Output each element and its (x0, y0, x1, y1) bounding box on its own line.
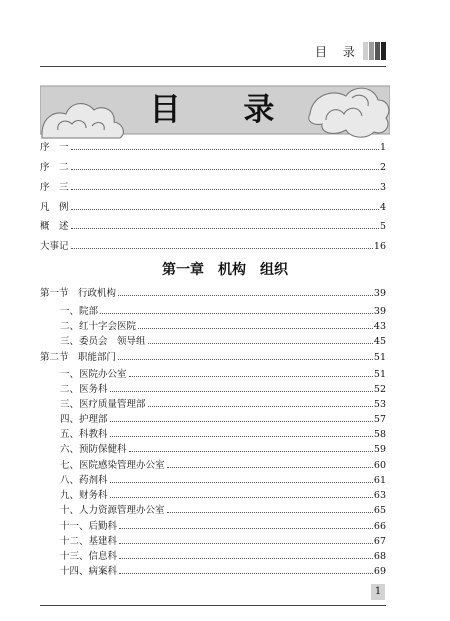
toc-page-number: 57 (373, 414, 386, 425)
dot-leader (110, 482, 373, 483)
toc-page-number: 63 (373, 490, 386, 501)
toc-item-label: 三、委员会 领导组 (60, 336, 146, 347)
toc-page-number: 39 (373, 306, 386, 317)
header-bar (381, 42, 386, 60)
toc-item[interactable] (60, 441, 386, 455)
dot-leader (71, 169, 379, 170)
toc-page-number: 5 (379, 221, 386, 232)
toc-entry-label: 序 三 (40, 182, 69, 193)
toc-item-label: 十、人力资源管理办公室 (60, 505, 165, 516)
toc-section-label: 第一节 行政机构 (40, 288, 117, 299)
toc-item-label: 九、财务科 (60, 490, 108, 501)
header-bar (363, 42, 368, 60)
toc-page-number: 58 (373, 429, 386, 440)
toc-item-label: 二、红十字会医院 (60, 321, 137, 332)
dot-leader (148, 406, 373, 407)
dot-leader (119, 543, 373, 544)
toc-item-label: 一、院部 (60, 306, 99, 317)
toc-item[interactable] (60, 487, 386, 501)
toc-item[interactable] (60, 548, 386, 562)
toc-page-number: 4 (379, 202, 386, 213)
dot-leader (110, 497, 373, 498)
toc-item[interactable] (60, 563, 386, 577)
toc-entry[interactable] (40, 218, 386, 232)
dot-leader (129, 451, 373, 452)
toc-entry[interactable] (40, 139, 386, 153)
toc-item-label: 五、科教科 (60, 429, 108, 440)
toc-page-number: 51 (373, 352, 386, 363)
toc-page-number: 51 (373, 369, 386, 380)
toc-entry[interactable] (40, 238, 386, 252)
toc-page-number: 1 (379, 142, 386, 153)
banner-title: 目 录 (149, 92, 301, 128)
toc-section-label: 第二节 职能部门 (40, 352, 117, 363)
toc-entry[interactable] (40, 179, 386, 193)
page-number: 1 (371, 584, 385, 600)
dot-leader (71, 209, 379, 210)
toc-item-label: 三、医疗质量管理部 (60, 399, 146, 410)
toc-item-label: 十二、基建科 (60, 536, 118, 547)
toc-page-number: 2 (379, 162, 386, 173)
dot-leader (110, 436, 373, 437)
toc-page-number: 3 (379, 182, 386, 193)
toc-entry[interactable] (40, 199, 386, 213)
dot-leader (71, 248, 373, 249)
header-bar (369, 42, 374, 60)
toc-page-number: 43 (373, 321, 386, 332)
dot-leader (100, 313, 373, 314)
toc-page-number: 66 (373, 521, 386, 532)
toc-entry-label: 概 述 (40, 221, 69, 232)
toc-item-label: 七、医院感染管理办公室 (60, 460, 165, 471)
toc-item[interactable] (60, 411, 386, 425)
toc-entry[interactable] (40, 159, 386, 173)
dot-leader (167, 512, 373, 513)
chapter-heading: 第一章 机构 组织 (162, 262, 288, 278)
toc-section[interactable] (40, 349, 386, 363)
dot-leader (118, 359, 373, 360)
header-bars-decoration (363, 42, 387, 60)
toc-page-number: 45 (373, 336, 386, 347)
dot-leader (119, 573, 373, 574)
toc-entry-label: 凡 例 (40, 202, 69, 213)
toc-entry-label: 大事记 (40, 241, 69, 252)
toc-page-number: 69 (373, 566, 386, 577)
dot-leader (71, 189, 379, 190)
toc-item-label: 一、医院办公室 (60, 369, 127, 380)
toc-item[interactable] (60, 502, 386, 516)
toc-item[interactable] (60, 303, 386, 317)
toc-page-number: 68 (373, 551, 386, 562)
dot-leader (71, 149, 379, 150)
toc-item-label: 二、医务科 (60, 384, 108, 395)
dot-leader (148, 343, 373, 344)
toc-item-label: 四、护理部 (60, 414, 108, 425)
toc-item[interactable] (60, 533, 386, 547)
toc-item[interactable] (60, 333, 386, 347)
toc-item[interactable] (60, 318, 386, 332)
toc-item[interactable] (60, 396, 386, 410)
dot-leader (71, 228, 379, 229)
toc-page-number: 59 (373, 444, 386, 455)
toc-page-number: 65 (373, 505, 386, 516)
toc-section[interactable] (40, 285, 386, 299)
header-rule (40, 66, 386, 67)
toc-item-label: 六、预防保健科 (60, 444, 127, 455)
toc-item-label: 八、药剂科 (60, 475, 108, 486)
footer-rule (40, 605, 386, 606)
toc-item[interactable] (60, 457, 386, 471)
toc-page-number: 16 (373, 241, 386, 252)
toc-item[interactable] (60, 381, 386, 395)
dot-leader (167, 467, 373, 468)
toc-item[interactable] (60, 472, 386, 486)
toc-page-number: 39 (373, 288, 386, 299)
toc-page-number: 60 (373, 460, 386, 471)
dot-leader (129, 376, 373, 377)
header-bar (375, 42, 380, 60)
toc-item-label: 十一、后勤科 (60, 521, 118, 532)
dot-leader (118, 295, 373, 296)
dot-leader (138, 328, 373, 329)
toc-page-number: 67 (373, 536, 386, 547)
toc-page-number: 52 (373, 384, 386, 395)
toc-item[interactable] (60, 426, 386, 440)
toc-entry-label: 序 一 (40, 142, 69, 153)
toc-item-label: 十四、病案科 (60, 566, 118, 577)
dot-leader (110, 391, 373, 392)
toc-item[interactable] (60, 518, 386, 532)
running-header-title: 目 录 (315, 45, 361, 59)
toc-item-label: 十三、信息科 (60, 551, 118, 562)
toc-entry-label: 序 二 (40, 162, 69, 173)
toc-item[interactable] (60, 366, 386, 380)
toc-page-number: 61 (373, 475, 386, 486)
dot-leader (119, 528, 373, 529)
toc-page-number: 53 (373, 399, 386, 410)
dot-leader (119, 558, 373, 559)
dot-leader (110, 421, 373, 422)
